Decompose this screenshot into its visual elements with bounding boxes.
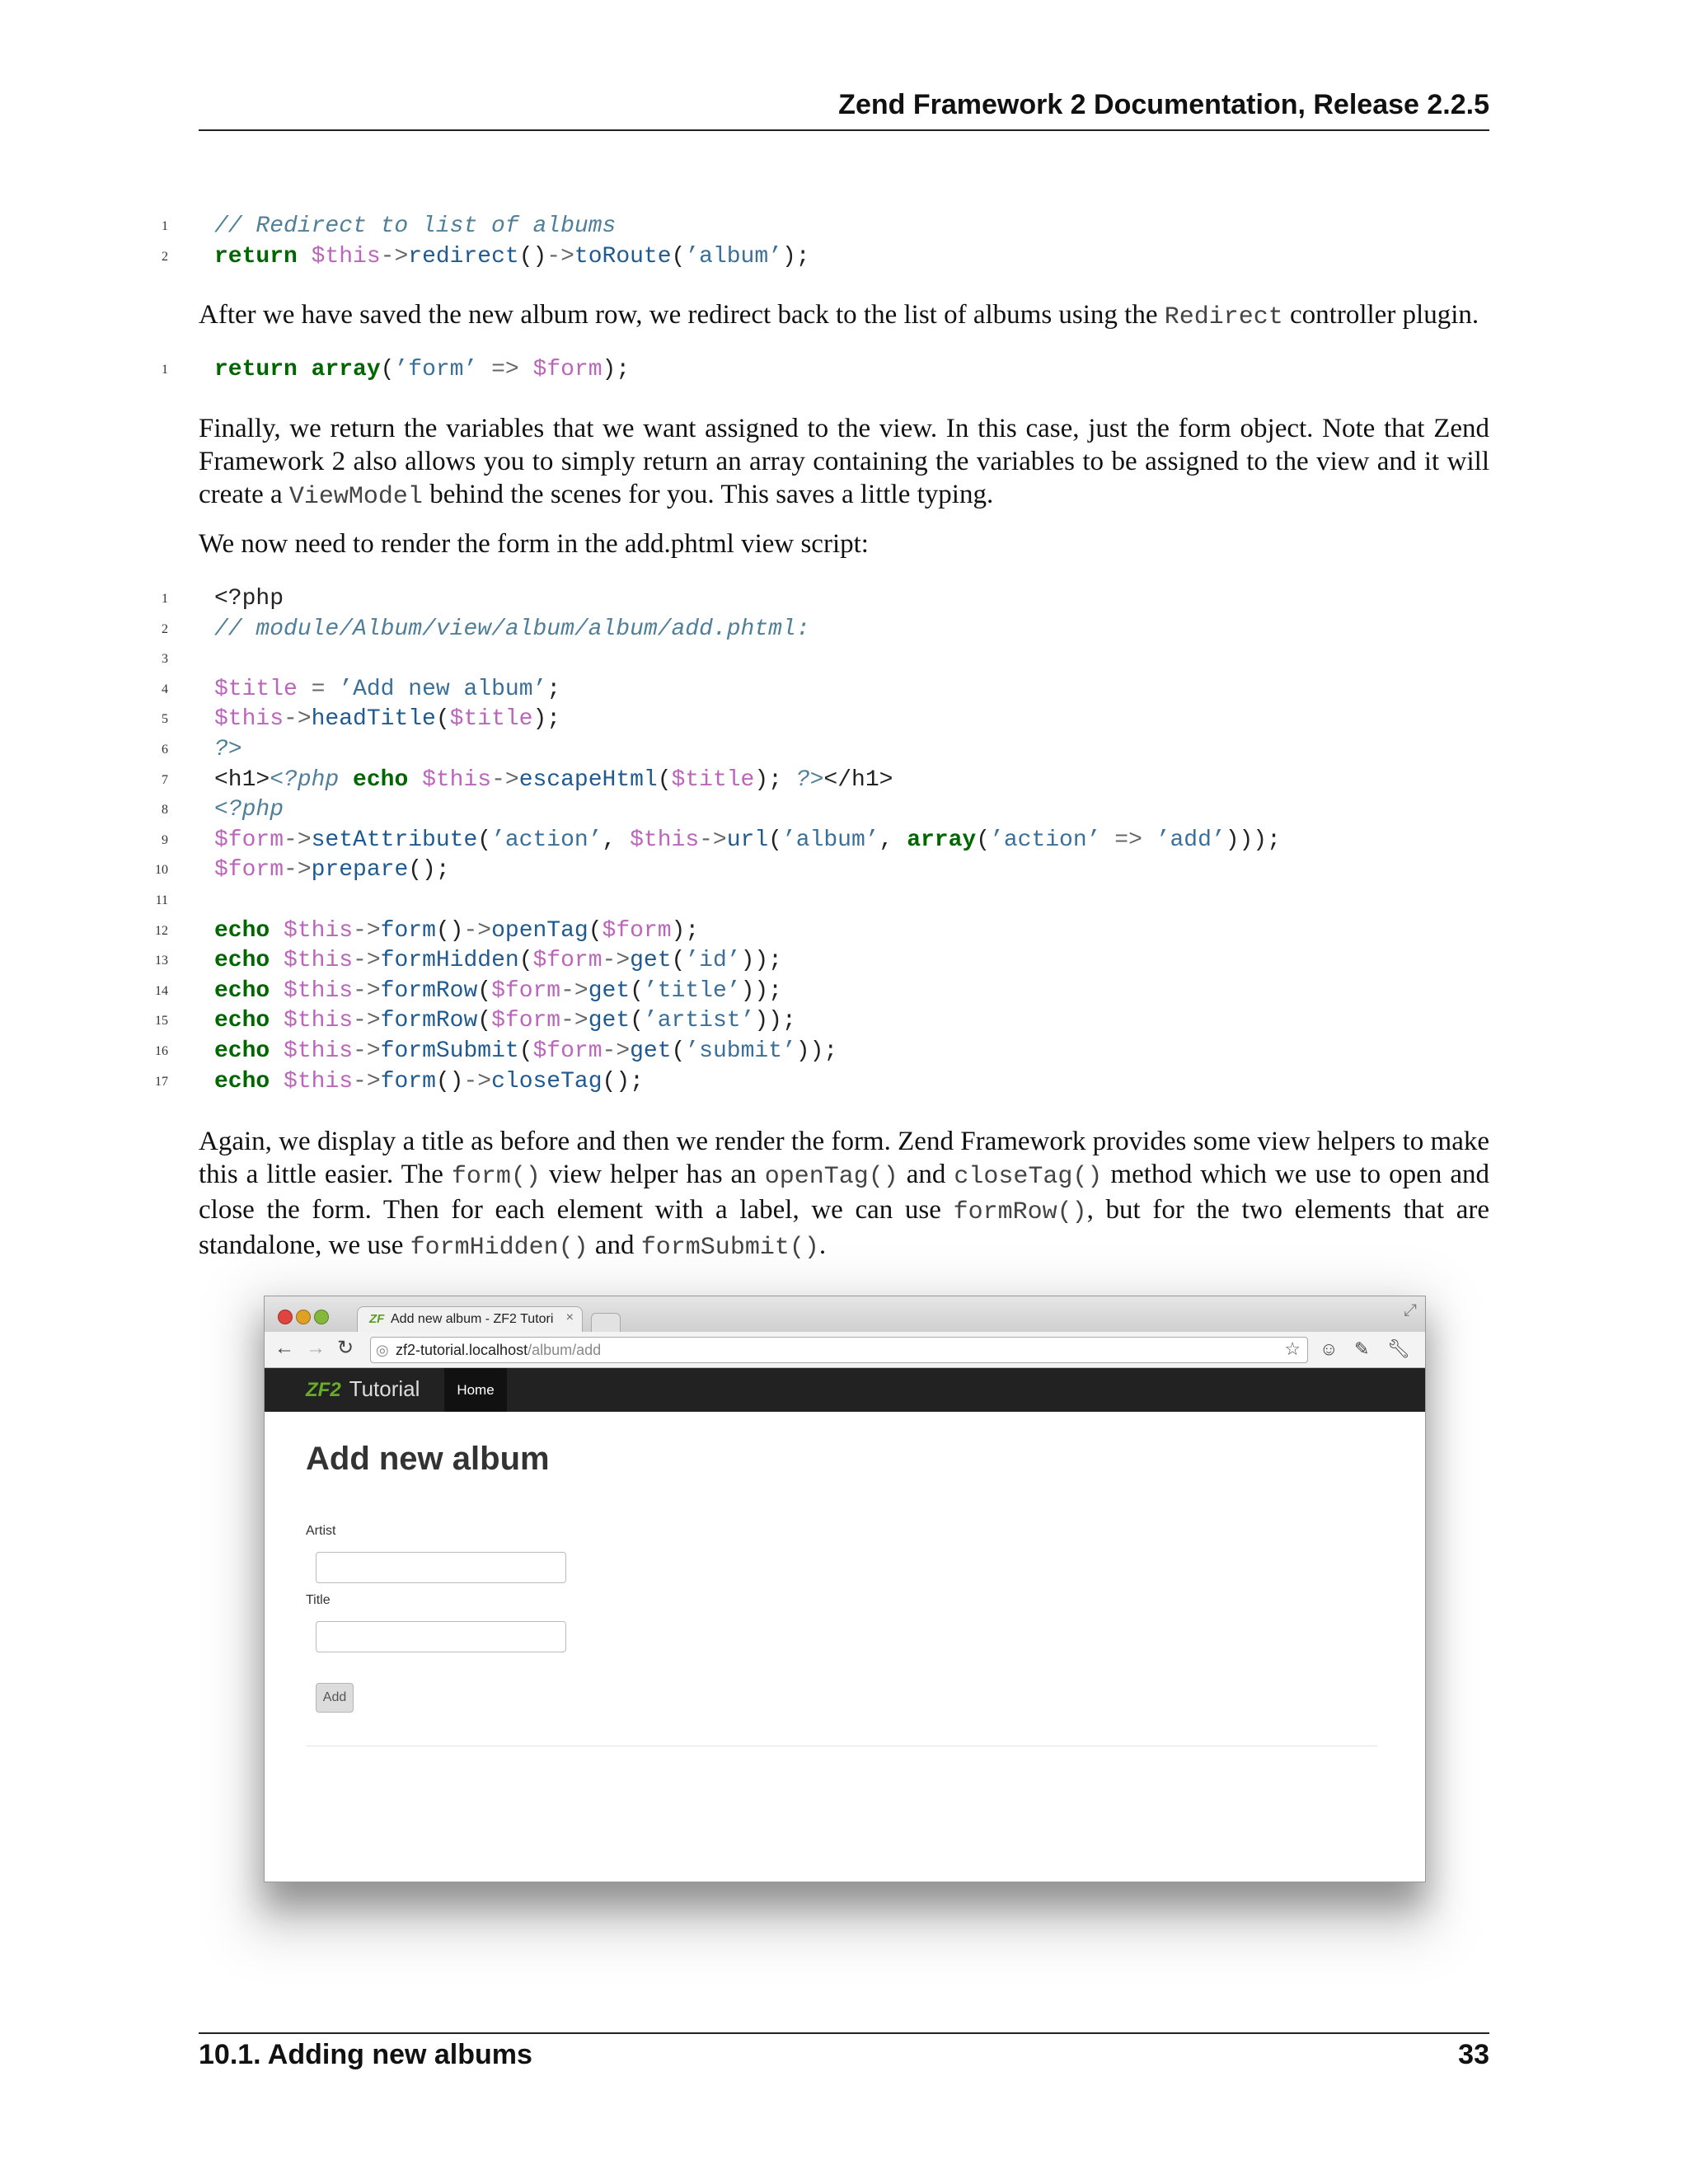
code-block-return-array — [148, 355, 1500, 386]
page-footer — [199, 2039, 1489, 2071]
paragraph-return-variables: Finally, we return the variables that we want assigned to the view. In this case, just the form object. Note that Zend Framework 2 also allows you to simply return an array containing the variables to be assigned to the view and it will create a ViewModel behind the scenes for you. This saves a little typing. — [199, 414, 1489, 511]
inline-code: ViewModel — [288, 483, 423, 511]
line-number: 11 — [155, 893, 168, 907]
code-line — [148, 1006, 1500, 1037]
code-text: echo $this->formHidden($form->get(’id’)); — [214, 948, 782, 974]
browser-toolbar — [265, 1332, 1425, 1368]
line-number: 1 — [162, 592, 168, 606]
code-line — [148, 826, 1500, 856]
line-number: 13 — [155, 954, 168, 968]
line-number: 16 — [155, 1043, 168, 1058]
code-text: echo $this->form()->closeTag(); — [214, 1068, 644, 1094]
app-navbar — [265, 1368, 1425, 1412]
new-tab-button[interactable] — [591, 1313, 621, 1333]
add-button[interactable]: Add — [316, 1683, 354, 1713]
code-line — [148, 705, 1500, 735]
code-line — [148, 242, 1500, 273]
form-heading: Add new album — [306, 1441, 550, 1477]
line-number: 5 — [162, 712, 168, 727]
code-text: return array(’form’ => $form); — [214, 357, 631, 382]
paragraph-render-form: We now need to render the form in the add.phtml view script: — [199, 529, 869, 559]
line-number: 7 — [162, 772, 168, 787]
artist-label: Artist — [306, 1524, 336, 1538]
page-menu-icon[interactable]: ✎ — [1354, 1338, 1370, 1359]
code-line — [148, 916, 1500, 947]
line-number: 1 — [162, 219, 168, 233]
code-line — [148, 675, 1500, 705]
code-line — [148, 355, 1500, 386]
line-number: 10 — [155, 863, 168, 878]
line-number: 1 — [162, 363, 168, 377]
code-line — [148, 946, 1500, 977]
url-path: /album/add — [528, 1342, 602, 1358]
line-number: 2 — [162, 621, 168, 636]
footer-rule — [199, 2032, 1489, 2034]
code-text: // Redirect to list of albums — [214, 213, 617, 239]
page-header: Zend Framework 2 Documentation, Release 2.2.5 — [838, 89, 1489, 120]
minimize-window-icon[interactable] — [296, 1310, 311, 1324]
line-number: 8 — [162, 803, 168, 818]
zoom-window-icon[interactable] — [314, 1310, 329, 1324]
code-block-redirect — [148, 212, 1500, 272]
code-text: $this->headTitle($title); — [214, 706, 561, 733]
code-text: echo $this->formRow($form->get(’artist’)); — [214, 1008, 796, 1034]
line-number: 14 — [155, 983, 168, 998]
code-line — [148, 1067, 1500, 1098]
code-text: ?> — [214, 736, 242, 762]
reload-icon[interactable]: ↻ — [337, 1337, 354, 1359]
code-text: $title = ’Add new album’; — [214, 676, 561, 702]
code-block-add-phtml — [148, 584, 1500, 1097]
browser-tab[interactable] — [357, 1306, 583, 1333]
app-brand[interactable]: ZF2 Tutorial — [306, 1376, 420, 1401]
code-text: echo $this->form()->openTag($form); — [214, 917, 700, 944]
wrench-icon[interactable]: 🔧︎ — [1387, 1338, 1410, 1359]
code-line — [148, 644, 1500, 675]
paragraph-view-helpers: Again, we display a title as before and then we render the form. Zend Framework provides some view helpers to make this a little easier. The form() view helper has an openTag() and closeTag() method which we use to open and close the form. Then for each element with a label, we can use formRow(), but for the two elements that are standalone, we use formHidden() and formSubmit(). — [199, 1127, 1489, 1262]
paragraph-redirect: After we have saved the new album row, we redirect back to the list of albums using the Redirect controller plugin. — [199, 300, 1479, 331]
artist-input[interactable] — [316, 1552, 566, 1583]
line-number: 2 — [162, 249, 168, 264]
line-number: 9 — [162, 832, 168, 847]
code-text: echo $this->formRow($form->get(’title’)); — [214, 977, 782, 1004]
zf2-logo-icon: ZF2 — [306, 1379, 341, 1401]
code-text: <h1><?php echo $this->escapeHtml($title); ?></h1> — [214, 766, 893, 793]
code-line — [148, 886, 1500, 916]
line-number: 12 — [155, 923, 168, 938]
close-window-icon[interactable] — [278, 1310, 293, 1324]
back-icon[interactable]: ← — [274, 1337, 294, 1359]
code-text: // module/Album/view/album/album/add.phtml: — [214, 616, 810, 642]
code-line — [148, 766, 1500, 796]
line-number: 15 — [155, 1014, 168, 1029]
extension-icon[interactable]: ☺ — [1320, 1338, 1339, 1359]
code-line — [148, 855, 1500, 886]
tab-title: Add new album - ZF2 Tutori — [391, 1312, 554, 1326]
browser-screenshot — [264, 1296, 1426, 1882]
bookmark-star-icon[interactable]: ☆ — [1284, 1338, 1301, 1359]
footer-section-title: 10.1. Adding new albums — [199, 2039, 532, 2070]
code-line — [148, 212, 1500, 242]
title-input[interactable] — [316, 1621, 566, 1652]
tab-close-icon[interactable]: × — [565, 1310, 574, 1324]
code-line — [148, 584, 1500, 615]
code-line — [148, 615, 1500, 645]
header-rule — [199, 129, 1489, 131]
code-text: $form->prepare(); — [214, 857, 450, 883]
code-text: <?php — [214, 797, 284, 823]
globe-icon: ◎ — [376, 1342, 389, 1358]
url-host: zf2-tutorial.localhost — [396, 1342, 528, 1358]
line-number: 6 — [162, 742, 168, 757]
browser-tab-bar — [265, 1296, 1425, 1332]
forward-icon[interactable]: → — [306, 1337, 326, 1359]
line-number: 17 — [155, 1074, 168, 1089]
title-label: Title — [306, 1593, 331, 1607]
line-number: 3 — [162, 652, 168, 667]
zf-favicon-icon: ZF — [369, 1312, 385, 1326]
nav-home-link[interactable]: Home — [444, 1368, 507, 1412]
code-text: <?php — [214, 586, 284, 612]
code-text: $form->setAttribute(’action’, $this->url(’album’, array(’action’ => ’add’))); — [214, 827, 1281, 853]
code-text: echo $this->formSubmit($form->get(’submit’)); — [214, 1038, 838, 1064]
fullscreen-icon[interactable]: ⤢ — [1404, 1301, 1417, 1319]
page-number: 33 — [1458, 2039, 1489, 2070]
code-line — [148, 977, 1500, 1007]
code-line — [148, 735, 1500, 766]
address-bar[interactable] — [370, 1337, 1308, 1363]
code-line — [148, 1037, 1500, 1067]
line-number: 4 — [162, 682, 168, 696]
inline-code: Redirect — [1164, 303, 1283, 331]
code-text: return $this->redirect()->toRoute(’album’); — [214, 243, 810, 269]
code-line — [148, 795, 1500, 826]
